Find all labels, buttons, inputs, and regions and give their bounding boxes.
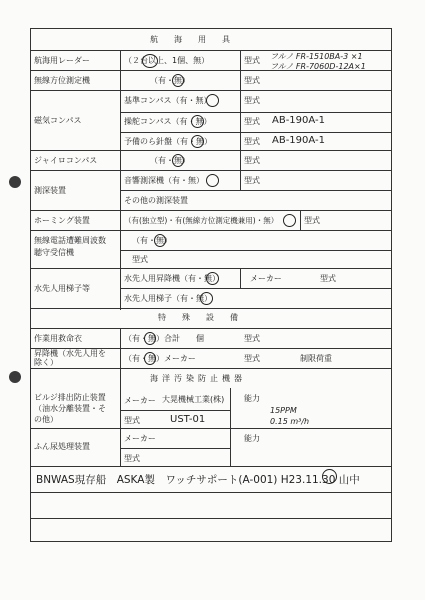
circle-mark bbox=[191, 115, 204, 128]
radiotel-type-label: 型式 bbox=[132, 255, 148, 264]
radiotel-label-line2: 聴守受信機 bbox=[34, 248, 74, 257]
sewage-maker-label: メーカー bbox=[124, 434, 156, 443]
circle-mark bbox=[154, 234, 166, 247]
bilge-label-line3: の他） bbox=[34, 415, 58, 424]
pilot-label: 水先人用梯子等 bbox=[34, 284, 90, 293]
circle-mark bbox=[191, 135, 204, 148]
lifejacket-value: （有・無）合計 個 bbox=[124, 334, 204, 343]
bilge-type-label: 型式 bbox=[124, 416, 140, 425]
radar-type-handwritten-2: フルノ FR-7060D-12A×1 bbox=[270, 62, 366, 71]
bilge-capacity-handwritten-1: 15PPM bbox=[270, 406, 297, 415]
radiotel-label-line1: 無線電話遭難周波数 bbox=[34, 236, 106, 245]
lift-value: （有・無）メーカー bbox=[124, 354, 196, 363]
binder-hole bbox=[9, 176, 21, 188]
homing-type-label: 型式 bbox=[304, 216, 320, 225]
pilot-hoist: 水先人用昇降機（有・無） bbox=[124, 274, 220, 283]
lift-label-line2: 除く） bbox=[34, 358, 58, 367]
radar-label: 航海用レーダー bbox=[34, 56, 90, 65]
bilge-capacity-handwritten-2: 0.15 m³/h bbox=[270, 417, 310, 426]
other-sounding: その他の測深装置 bbox=[124, 196, 188, 205]
circle-mark bbox=[206, 272, 219, 285]
bilge-label-line2: （油水分離装置・そ bbox=[34, 404, 106, 413]
circle-mark bbox=[144, 352, 156, 365]
compass-spare-type-label: 型式 bbox=[244, 137, 260, 146]
section-title-pollution: 海洋汚染防止機器 bbox=[150, 374, 246, 383]
rdf-label: 無線方位測定機 bbox=[34, 76, 90, 85]
circle-mark bbox=[142, 54, 158, 68]
compass-spare: 予備のら針盤（有・無） bbox=[124, 137, 212, 146]
lifejacket-label: 作業用救命衣 bbox=[34, 334, 82, 343]
section-title-navigation: 航 海 用 具 bbox=[150, 35, 234, 44]
circle-mark bbox=[206, 174, 219, 187]
sewage-label: ふん尿処理装置 bbox=[34, 442, 90, 451]
pilot-ladder: 水先人用梯子（有・無） bbox=[124, 294, 212, 303]
lifejacket-type-label: 型式 bbox=[244, 334, 260, 343]
echo-sounder: 音響測深機（有・無） bbox=[124, 176, 204, 185]
lift-type-label: 型式 bbox=[244, 354, 260, 363]
rdf-value: （有・無） bbox=[150, 76, 190, 85]
gyro-label: ジャイロコンパス bbox=[34, 156, 98, 165]
circle-mark bbox=[172, 74, 184, 87]
circle-mark bbox=[206, 94, 219, 107]
sewage-type-label: 型式 bbox=[124, 454, 140, 463]
bilge-maker-handwritten: 大晃機械工業(株) bbox=[162, 395, 225, 404]
compass-steering-type-label: 型式 bbox=[244, 117, 260, 126]
lift-label-line1: 昇降機（水先人用を bbox=[34, 349, 106, 358]
homing-label: ホーミング装置 bbox=[34, 216, 90, 225]
compass-standard: 基準コンパス（有・無） bbox=[124, 96, 212, 105]
circle-mark bbox=[144, 332, 156, 345]
radar-type-label: 型式 bbox=[244, 56, 260, 65]
compass-label: 磁気コンパス bbox=[34, 116, 82, 125]
pilot-hoist-type-label: 型式 bbox=[320, 274, 336, 283]
sewage-capacity-label: 能力 bbox=[244, 434, 260, 443]
circle-mark bbox=[172, 154, 184, 167]
radiotel-value: （有・無） bbox=[132, 236, 172, 245]
lift-load-label: 制限荷重 bbox=[300, 354, 332, 363]
gyro-type-label: 型式 bbox=[244, 156, 260, 165]
binder-hole bbox=[9, 371, 21, 383]
rdf-type-label: 型式 bbox=[244, 76, 260, 85]
radar-value: （２台以上、1個、無） bbox=[124, 56, 210, 65]
gyro-value: （有・無） bbox=[150, 156, 190, 165]
radar-type-handwritten-1: フルノ FR-1510BA-3 ×1 bbox=[270, 52, 363, 61]
bilge-maker-label: メーカー bbox=[124, 396, 156, 405]
compass-spare-type-handwritten: AB-190A-1 bbox=[272, 135, 325, 146]
sounding-label: 測深装置 bbox=[34, 186, 66, 195]
echo-sounder-type-label: 型式 bbox=[244, 176, 260, 185]
circle-mark bbox=[200, 292, 213, 305]
bilge-capacity-label: 能力 bbox=[244, 394, 260, 403]
bilge-label-line1: ビルジ排出防止装置 bbox=[34, 393, 106, 402]
section-title-special: 特 殊 設 備 bbox=[158, 313, 242, 322]
compass-standard-type-label: 型式 bbox=[244, 96, 260, 105]
pilot-maker-label: メーカー bbox=[250, 274, 282, 283]
seal-stamp bbox=[322, 469, 337, 484]
bilge-type-handwritten: UST-01 bbox=[170, 414, 206, 425]
homing-value: （有(独立型)・有(無線方位測定機兼用)・無） bbox=[124, 216, 279, 225]
compass-steering: 操舵コンパス（有・無） bbox=[124, 117, 212, 126]
circle-mark bbox=[283, 214, 296, 227]
compass-steering-type-handwritten: AB-190A-1 bbox=[272, 115, 325, 126]
bnwas-handwritten-note: BNWAS現存船 ASKA製 ワッチサポート(A-001) H23.11.30 山中 bbox=[36, 474, 360, 486]
